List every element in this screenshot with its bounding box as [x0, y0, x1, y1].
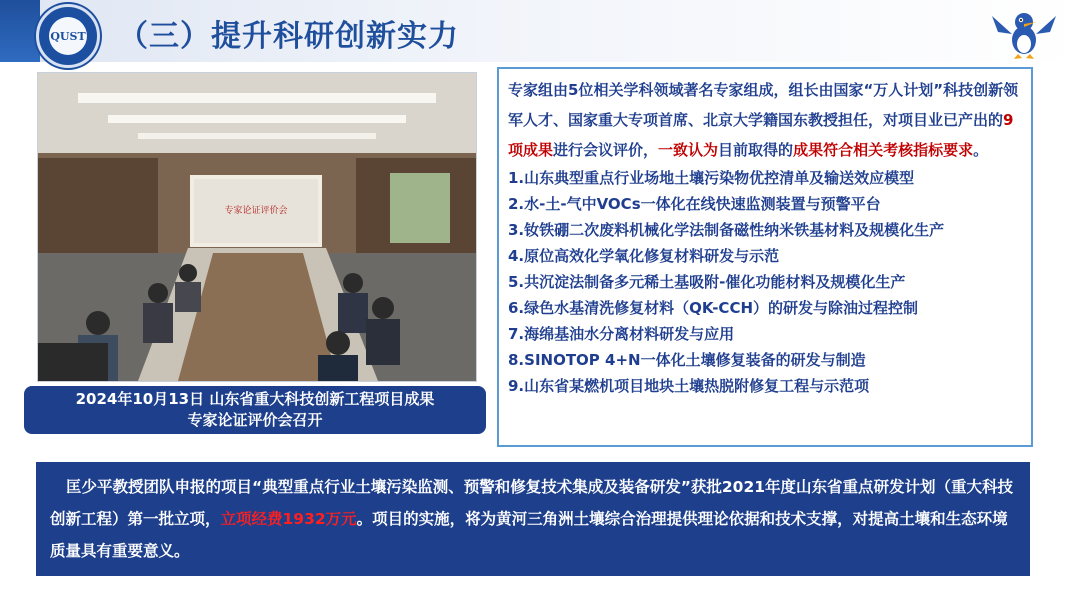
list-item: 3.钕铁硼二次废料机械化学法制备磁性纳米铁基材料及规模化生产 — [508, 221, 945, 239]
intro-highlight-9-results: 9项成果 — [508, 111, 1014, 159]
summary-funding-highlight: 立项经费1932万元 — [220, 510, 357, 528]
intro-text-c: 进行会议评价， — [553, 141, 659, 159]
list-item: 4.原位高效化学氧化修复材料研发与示范 — [508, 247, 780, 265]
screen-title: 专家论证评价会 — [224, 206, 288, 216]
list-item: 6.绿色水基清洗修复材料（QK-CCH）的研发与除油过程控制 — [508, 299, 919, 317]
photo-caption-line1: 2024年10月13日 山东省重大科技创新工程项目成果 — [75, 390, 435, 408]
list-item: 8.SINOTOP 4+N一体化土壤修复装备的研发与制造 — [508, 351, 866, 369]
list-item: 9.山东省某燃机项目地块土壤热脱附修复工程与示范项 — [508, 377, 870, 395]
summary-text-c: 。项目的实施，将为黄河三角洲土壤综合治理提供理论依据和技术支撑，对提高土壤和生态环境质量具有重要意义。 — [50, 510, 1008, 560]
photo-caption — [24, 386, 486, 434]
university-logo-text: QUST — [49, 17, 87, 55]
list-item: 7.海绵基油水分离材料研发与应用 — [508, 325, 735, 343]
photo-caption-line2: 专家论证评价会召开 — [187, 411, 323, 429]
intro-text-e: 目前取得的 — [718, 141, 794, 159]
intro-highlight-compliance: 成果符合相关考核指标要求 — [793, 141, 974, 159]
summary-text-a: 匡少平教授团队申报的项目“典型重点行业土壤污染监测、预警和修复技术集成及装备研发”获批2021年度山东省重点研发计划（重大科技创新工程）第一批立项， — [50, 478, 1014, 528]
intro-text-g: 。 — [973, 141, 989, 159]
list-item: 1.山东典型重点行业场地土壤污染物优控清单及输送效应模型 — [508, 169, 915, 187]
achievement-list — [508, 165, 1023, 399]
achievements-panel — [497, 67, 1033, 447]
list-item: 5.共沉淀法制备多元稀土基吸附-催化功能材料及规模化生产 — [508, 273, 906, 291]
mascot-image — [988, 6, 1060, 60]
page-title: （三）提升科研创新实力 — [118, 19, 459, 54]
project-summary — [36, 462, 1030, 576]
university-logo — [36, 4, 100, 68]
intro-text-a: 专家组由5位相关学科领域著名专家组成，组长由国家“万人计划”科技创新领军人才、国家重大专项首席、北京大学籍国东教授担任，对项目业已产出的 — [508, 81, 1019, 129]
intro-highlight-unanimous: 一致认为 — [658, 141, 719, 159]
expert-panel-intro — [508, 75, 1023, 165]
meeting-photo-illustration — [38, 73, 476, 381]
meeting-photo — [37, 72, 477, 382]
list-item: 2.水-土-气中VOCs一体化在线快速监测装置与预警平台 — [508, 195, 881, 213]
header-accent-bar — [0, 0, 40, 62]
